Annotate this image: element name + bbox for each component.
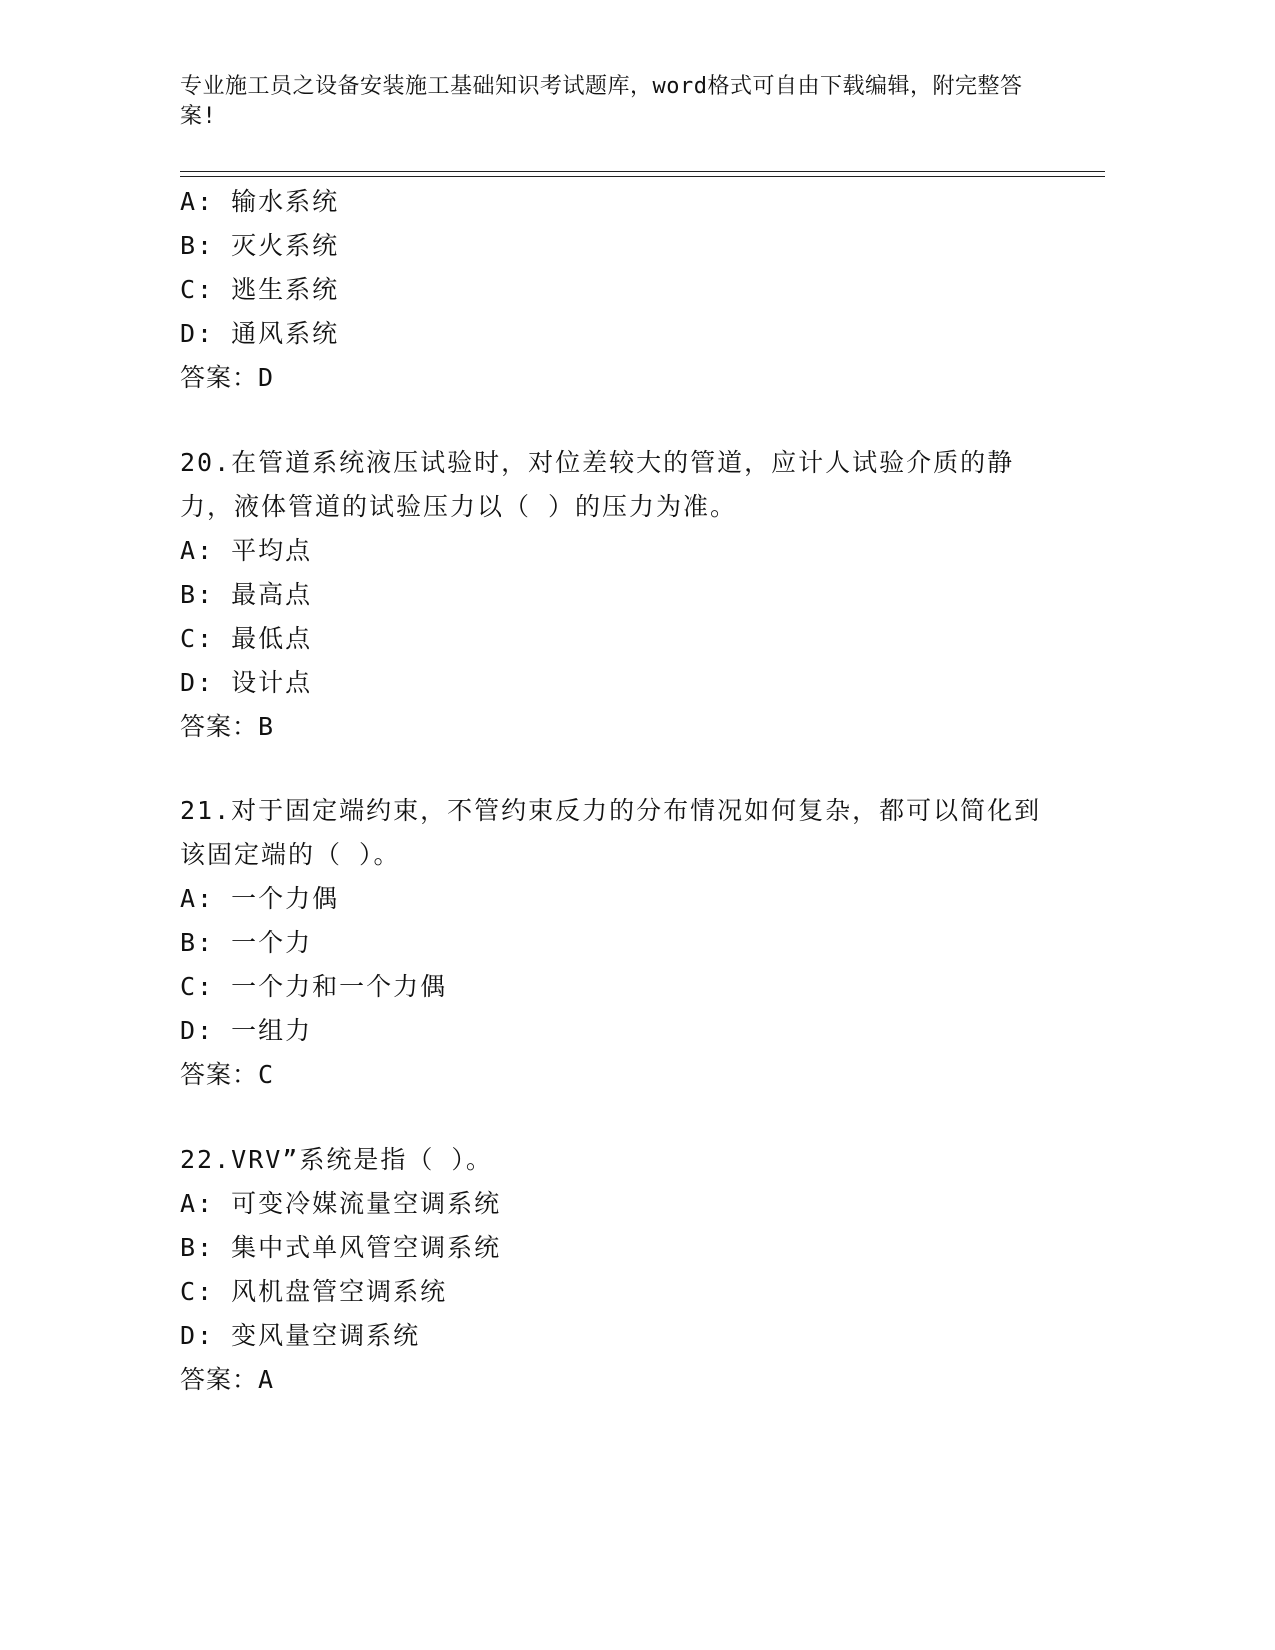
header-divider-bottom: [180, 176, 1105, 177]
option-d: D: 变风量空调系统: [180, 1321, 421, 1350]
option-a: A: 输水系统: [180, 187, 340, 216]
answer-label: 答案：: [180, 1060, 259, 1089]
answer-line: [180, 1358, 1060, 1402]
option-c: C: 风机盘管空调系统: [180, 1277, 448, 1306]
option-a: A: 一个力偶: [180, 884, 340, 913]
answer-value: C: [258, 1060, 275, 1089]
answer-line: [180, 1053, 1060, 1097]
question-block-22: [180, 1138, 1060, 1402]
option-c: C: 最低点: [180, 624, 313, 653]
answer-line: [180, 356, 1060, 400]
answer-label: 答案：: [180, 363, 259, 392]
option-d: D: 通风系统: [180, 319, 340, 348]
option-d: D: 设计点: [180, 668, 313, 697]
header-divider-top: [180, 171, 1105, 172]
answer-value: A: [258, 1365, 275, 1394]
option-c: C: 一个力和一个力偶: [180, 972, 448, 1001]
question-stem: 22.VRV”系统是指（ ）。: [180, 1145, 493, 1174]
option-b: B: 最高点: [180, 580, 313, 609]
option-b: B: 一个力: [180, 928, 313, 957]
answer-value: B: [258, 712, 275, 741]
answer-label: 答案：: [180, 712, 259, 741]
question-block-20: [180, 441, 1060, 749]
answer-label: 答案：: [180, 1365, 259, 1394]
answer-value: D: [258, 363, 275, 392]
question-stem: 21.对于固定端约束，不管约束反力的分布情况如何复杂，都可以简化到该固定端的（ ）。: [180, 796, 1042, 869]
question-stem: 20.在管道系统液压试验时，对位差较大的管道，应计人试验介质的静力，液体管道的试验压力以（ ）的压力为准。: [180, 448, 1015, 521]
option-b: B: 灭火系统: [180, 231, 340, 260]
question-block-19: [180, 180, 1060, 400]
option-a: A: 可变冷媒流量空调系统: [180, 1189, 502, 1218]
option-b: B: 集中式单风管空调系统: [180, 1233, 502, 1262]
answer-line: [180, 705, 1060, 749]
option-a: A: 平均点: [180, 536, 313, 565]
option-d: D: 一组力: [180, 1016, 313, 1045]
document-header: 专业施工员之设备安装施工基础知识考试题库，word格式可自由下载编辑，附完整答案!: [180, 74, 1023, 129]
question-block-21: [180, 789, 1060, 1097]
option-c: C: 逃生系统: [180, 275, 340, 304]
